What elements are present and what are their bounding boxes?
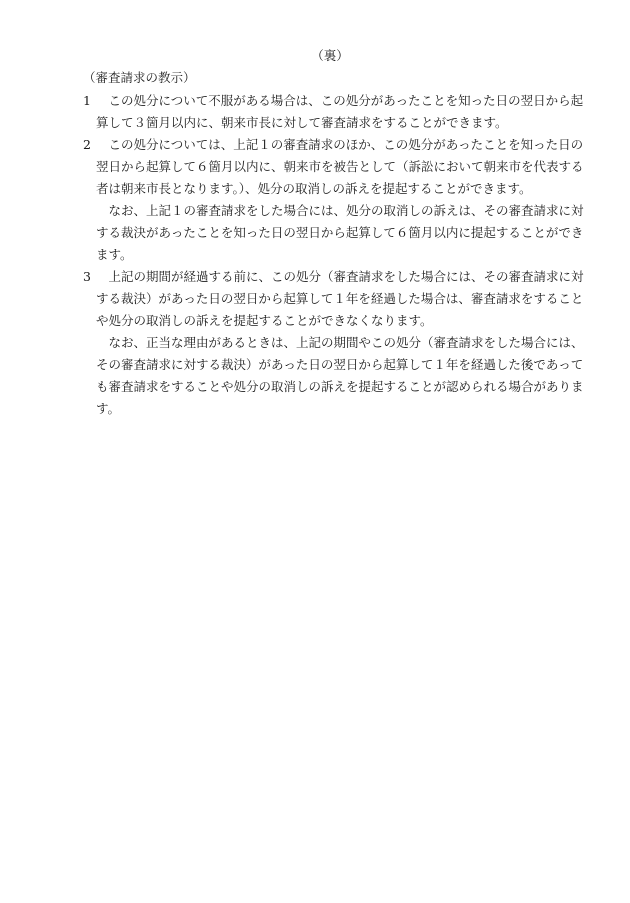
item-paragraph: この処分については、上記１の審査請求のほか、この処分があったことを知った日の翌日から起算して６箇月以内に、朝来市を被告として（訴訟において朝来市を代表する者は朝来市長となります。）、処分の取消しの訴えを提起することができます。 [96, 137, 584, 196]
item-paragraph: 上記の期間が経過する前に、この処分（審査請求をした場合には、その審査請求に対する裁決）があった日の翌日から起算して１年を経過した場合は、審査請求をすることや処分の取消しの訴えを提起することができなくなります。 [96, 269, 584, 328]
page-side-mark: （裏） [311, 48, 349, 63]
item-paragraph: この処分について不服がある場合は、この処分があったことを知った日の翌日から起算して３箇月以内に、朝来市長に対して審査請求をすることができます。 [96, 93, 584, 130]
instruction-item-1 [83, 90, 585, 134]
item-number: 1 [83, 93, 91, 108]
item-number: 3 [83, 269, 91, 284]
item-number: 2 [83, 137, 91, 152]
item-note-paragraph: なお、正当な理由があるときは、上記の期間やこの処分（審査請求をした場合には、その審査請求に対する裁決）があった日の翌日から起算して１年を経過した後であっても審査請求をすることや処分の取消しの訴えを提起することが認められる場合があります。 [96, 335, 584, 416]
instruction-item-3 [83, 266, 585, 420]
section-heading: （審査請求の教示） [83, 70, 196, 85]
instruction-list [83, 90, 585, 420]
instruction-item-2 [83, 134, 585, 266]
item-note-paragraph: なお、上記１の審査請求をした場合には、処分の取消しの訴えは、その審査請求に対する裁決があったことを知った日の翌日から起算して６箇月以内に提起することができます。 [96, 203, 584, 262]
